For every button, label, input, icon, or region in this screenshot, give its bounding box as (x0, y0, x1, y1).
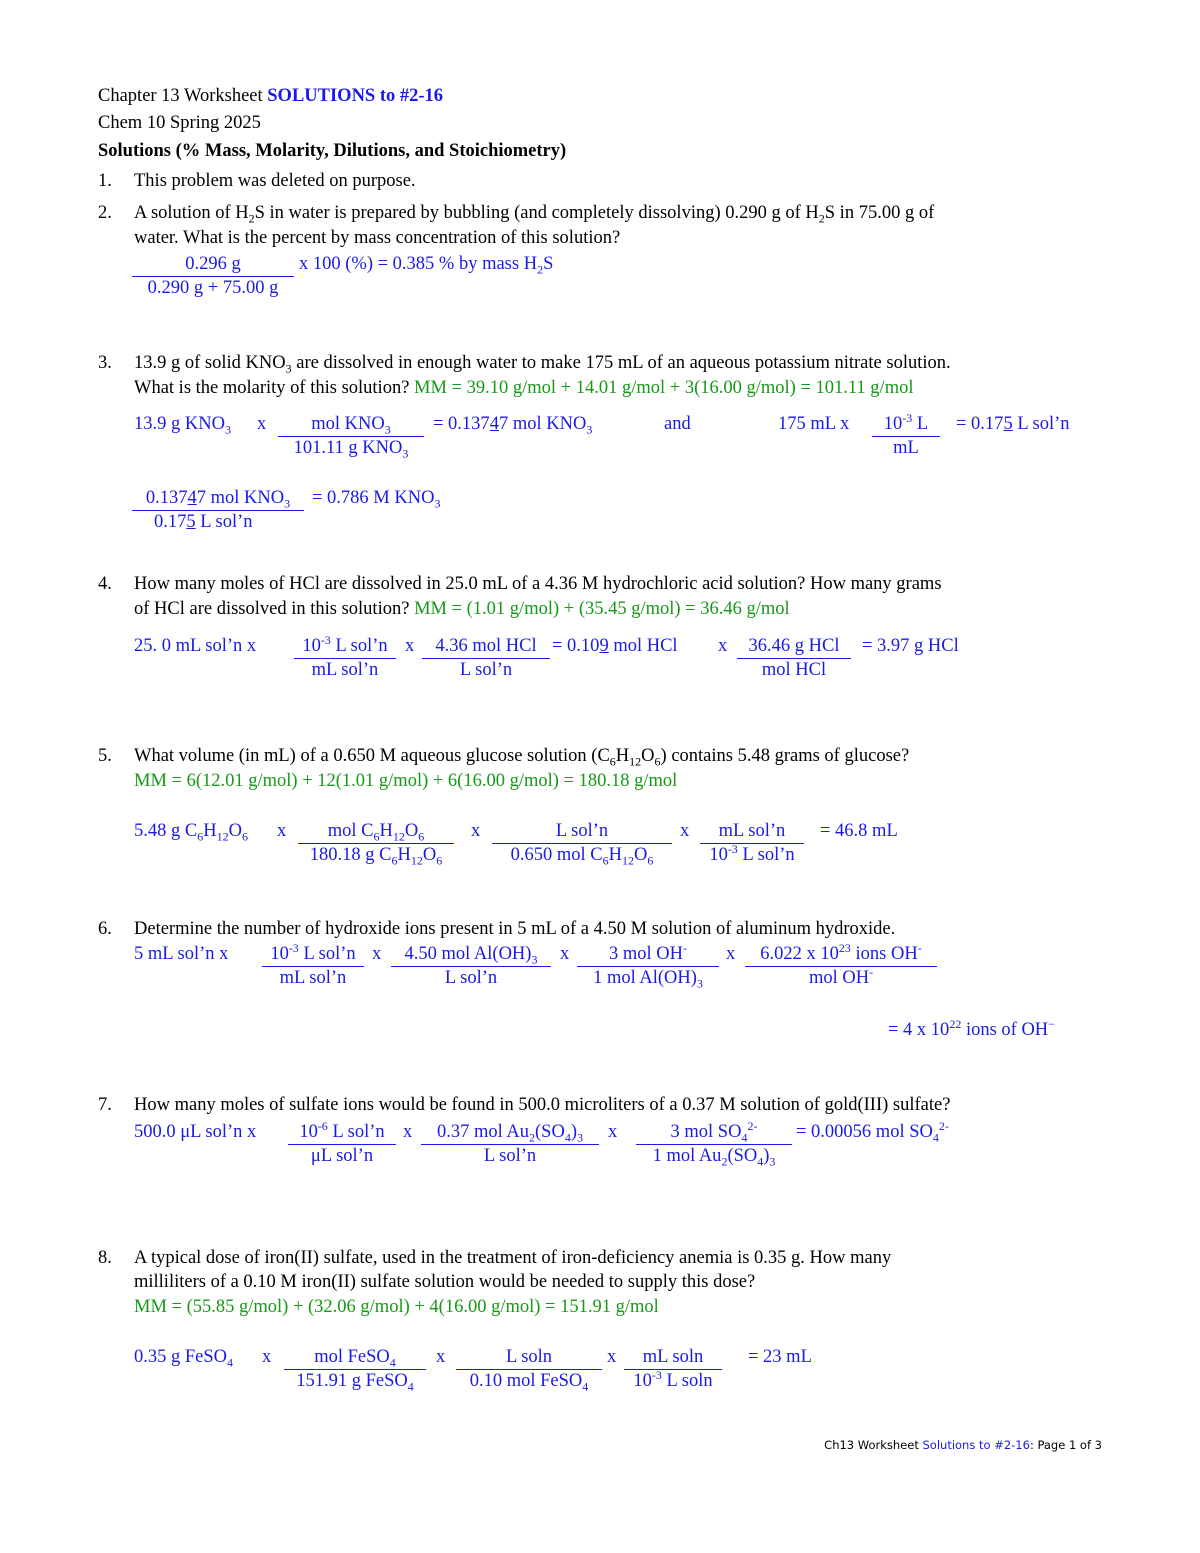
q2-result: x 100 (%) = 0.385 % by mass $H_2S$ (299, 254, 554, 277)
q8-start: 0.35 g FeSO$_4$ (134, 1347, 234, 1370)
q7-fraction-3: 3 mol $SO_4^{2-}$ 1 mol $Au_2(SO_4)_3$ (636, 1122, 792, 1167)
question-5-text: What volume (in mL) of a 0.650 M aqueous glucose solution $(C_6H_{12}O_6)$ contains 5.48 grams of glucose? (134, 746, 910, 769)
q7-times-3: x (608, 1122, 618, 1142)
q3-moles-result: = 0.13747 mol $KNO_3$ (433, 414, 593, 437)
q5-start: 5.48 g $C_6H_{12}O_6$ (134, 821, 248, 844)
question-2-text-line2: water. What is the percent by mass concentration of this solution? (134, 228, 621, 248)
question-6-text: Determine the number of hydroxide ions present in 5 mL of a 4.50 M solution of aluminum hydroxide. (134, 919, 896, 939)
q8-times-1: x (262, 1347, 272, 1367)
q4-grams-result: = 3.97 g HCl (862, 636, 959, 656)
q3-molar-mass: MM = 39.10 g/mol + 14.01 g/mol + 3(16.00 g/mol) = 101.11 g/mol (414, 378, 914, 398)
q8-fraction-1: mol FeSO$_4$ 151.91 g FeSO$_4$ (284, 1347, 426, 1392)
q6-times-4: x (726, 944, 736, 964)
worksheet-title: Chapter 13 Worksheet (98, 86, 263, 106)
q6-times-3: x (560, 944, 570, 964)
q7-moles-result: = 0.00056 mol $SO_4^{2-}$ (796, 1118, 949, 1145)
question-1-text: This problem was deleted on purpose. (134, 171, 416, 191)
q4-fraction-3: 36.46 g HCl mol HCl (737, 636, 851, 681)
question-7-number: 7. (98, 1095, 112, 1115)
q6-start: 5 mL sol’n x (134, 944, 229, 964)
question-4-number: 4. (98, 574, 112, 594)
q4-fraction-1: $10^{-3}$ L sol’n mL sol’n (294, 636, 396, 681)
q6-fraction-2: 4.50 mol $Al(OH)_3$ L sol’n (391, 944, 551, 989)
q6-fraction-1: $10^{-3}$ L sol’n mL sol’n (262, 944, 364, 989)
q5-times-3: x (680, 821, 690, 841)
q8-times-3: x (607, 1347, 617, 1367)
question-6-number: 6. (98, 919, 112, 939)
q7-start: 500.0 μL sol’n x (134, 1122, 257, 1142)
q5-fraction-1: mol $C_6H_{12}O_6$ 180.18 g $C_6H_{12}O_6$ (298, 821, 454, 866)
question-7-text: How many moles of sulfate ions would be found in 500.0 microliters of a 0.37 M solution of gold(III) sulfate? (134, 1095, 951, 1115)
q8-times-2: x (436, 1347, 446, 1367)
solutions-label: SOLUTIONS to #2-16 (267, 86, 444, 106)
q7-fraction-1: $10^{-6}$ L sol’n μL sol’n (288, 1122, 396, 1167)
q5-molar-mass: MM = 6(12.01 g/mol) + 12(1.01 g/mol) + 6(16.00 g/mol) = 180.18 g/mol (134, 771, 678, 791)
question-1-number: 1. (98, 171, 112, 191)
question-3-text: 13.9 g of solid $KNO_3$ are dissolved in enough water to make 175 mL of an aqueous potassium nitrate solution. (134, 353, 951, 376)
q8-molar-mass: MM = (55.85 g/mol) + (32.06 g/mol) + 4(16.00 g/mol) = 151.91 g/mol (134, 1297, 659, 1317)
q6-fraction-4: 6.022 x $10^{23}$ ions OH- mol OH- (745, 944, 937, 989)
q5-volume-result: = 46.8 mL (820, 821, 898, 841)
question-2-text: A solution of $H_2S$ in water is prepared by bubbling (and completely dissolving) 0.290 g of $H_2S$ in 75.00 g of (134, 203, 935, 226)
q5-times-1: x (277, 821, 287, 841)
q8-fraction-3: $\frac{\text{mL soln}}{10^{-3} L soln}$ (624, 1347, 722, 1392)
q4-fraction-2: 4.36 mol HCl L sol’n (422, 636, 550, 681)
q6-ions-result: = 4 x $10^{22}$ ions of OH− (888, 1016, 1055, 1040)
q3-start: 13.9 g $KNO_3$ (134, 414, 231, 437)
q4-times-3: x (718, 636, 728, 656)
question-3-text-line2: What is the molarity of this solution? MM = 39.10 g/mol + 14.01 g/mol + 3(16.00 g/mol) = 101.11 g/mol (134, 378, 914, 398)
question-2-number: 2. (98, 203, 112, 223)
q3-fraction-1: mol $KNO_3$ 101.11 g $KNO_3$ (278, 414, 424, 459)
question-4-text-line2: of HCl are dissolved in this solution? MM = (1.01 g/mol) + (35.45 g/mol) = 36.46 g/mol (134, 599, 790, 619)
question-5-number: 5. (98, 746, 112, 766)
q4-start: 25. 0 mL sol’n x (134, 636, 257, 656)
question-8-number: 8. (98, 1248, 112, 1268)
question-8-text-line2: milliliters of a 0.10 M iron(II) sulfate solution would be needed to supply this dose? (134, 1272, 756, 1292)
q3-and: and (664, 414, 691, 434)
q6-fraction-3: 3 mol OH- 1 mol $Al(OH)_3$ (577, 944, 719, 989)
question-4-text: How many moles of HCl are dissolved in 25.0 mL of a 4.36 M hydrochloric acid solution? How many grams (134, 574, 942, 594)
q7-times-2: x (403, 1122, 413, 1142)
q3-fraction-3: 0.13747 mol $KNO_3$ 0.175 L sol’n (132, 488, 304, 533)
q3-volume-start: 175 mL x (778, 414, 850, 434)
q5-fraction-2: L sol’n 0.650 mol $C_6H_{12}O_6$ (492, 821, 672, 866)
q3-fraction-2: $\frac{10^{-3} L}{mL}$ (872, 414, 940, 459)
q8-volume-result: = 23 mL (748, 1347, 812, 1367)
q3-times-1: x (257, 414, 267, 434)
question-8-text: A typical dose of iron(II) sulfate, used in the treatment of iron-deficiency anemia is 0.35 g. How many (134, 1248, 892, 1268)
q6-times-2: x (372, 944, 382, 964)
page-footer: Ch13 Worksheet Solutions to #2-16: Page 1 of 3 (824, 1438, 1102, 1452)
header-title-line (98, 86, 443, 107)
q4-moles-result: = 0.109 mol HCl (552, 636, 678, 656)
topic-heading: Solutions (% Mass, Molarity, Dilutions, and Stoichiometry) (98, 141, 567, 161)
q7-fraction-2: 0.37 mol $Au_2(SO_4)_3$ L sol’n (421, 1122, 599, 1167)
q2-fraction: $\frac{0.296 g}{0.290 g + 75.00 g}$ (132, 254, 294, 299)
q4-molar-mass: MM = (1.01 g/mol) + (35.45 g/mol) = 36.46 g/mol (414, 599, 790, 619)
q5-fraction-3: mL sol’n $10^{-3}$ L sol’n (700, 821, 804, 866)
q5-times-2: x (471, 821, 481, 841)
course-line: Chem 10 Spring 2025 (98, 113, 261, 133)
q3-molarity-result: = 0.786 M $KNO_3$ (312, 488, 441, 511)
question-3-number: 3. (98, 353, 112, 373)
q4-times-2: x (405, 636, 415, 656)
q8-fraction-2: L soln 0.10 mol FeSO$_4$ (456, 1347, 602, 1392)
q3-volume-result: = 0.175 L sol’n (956, 414, 1070, 434)
